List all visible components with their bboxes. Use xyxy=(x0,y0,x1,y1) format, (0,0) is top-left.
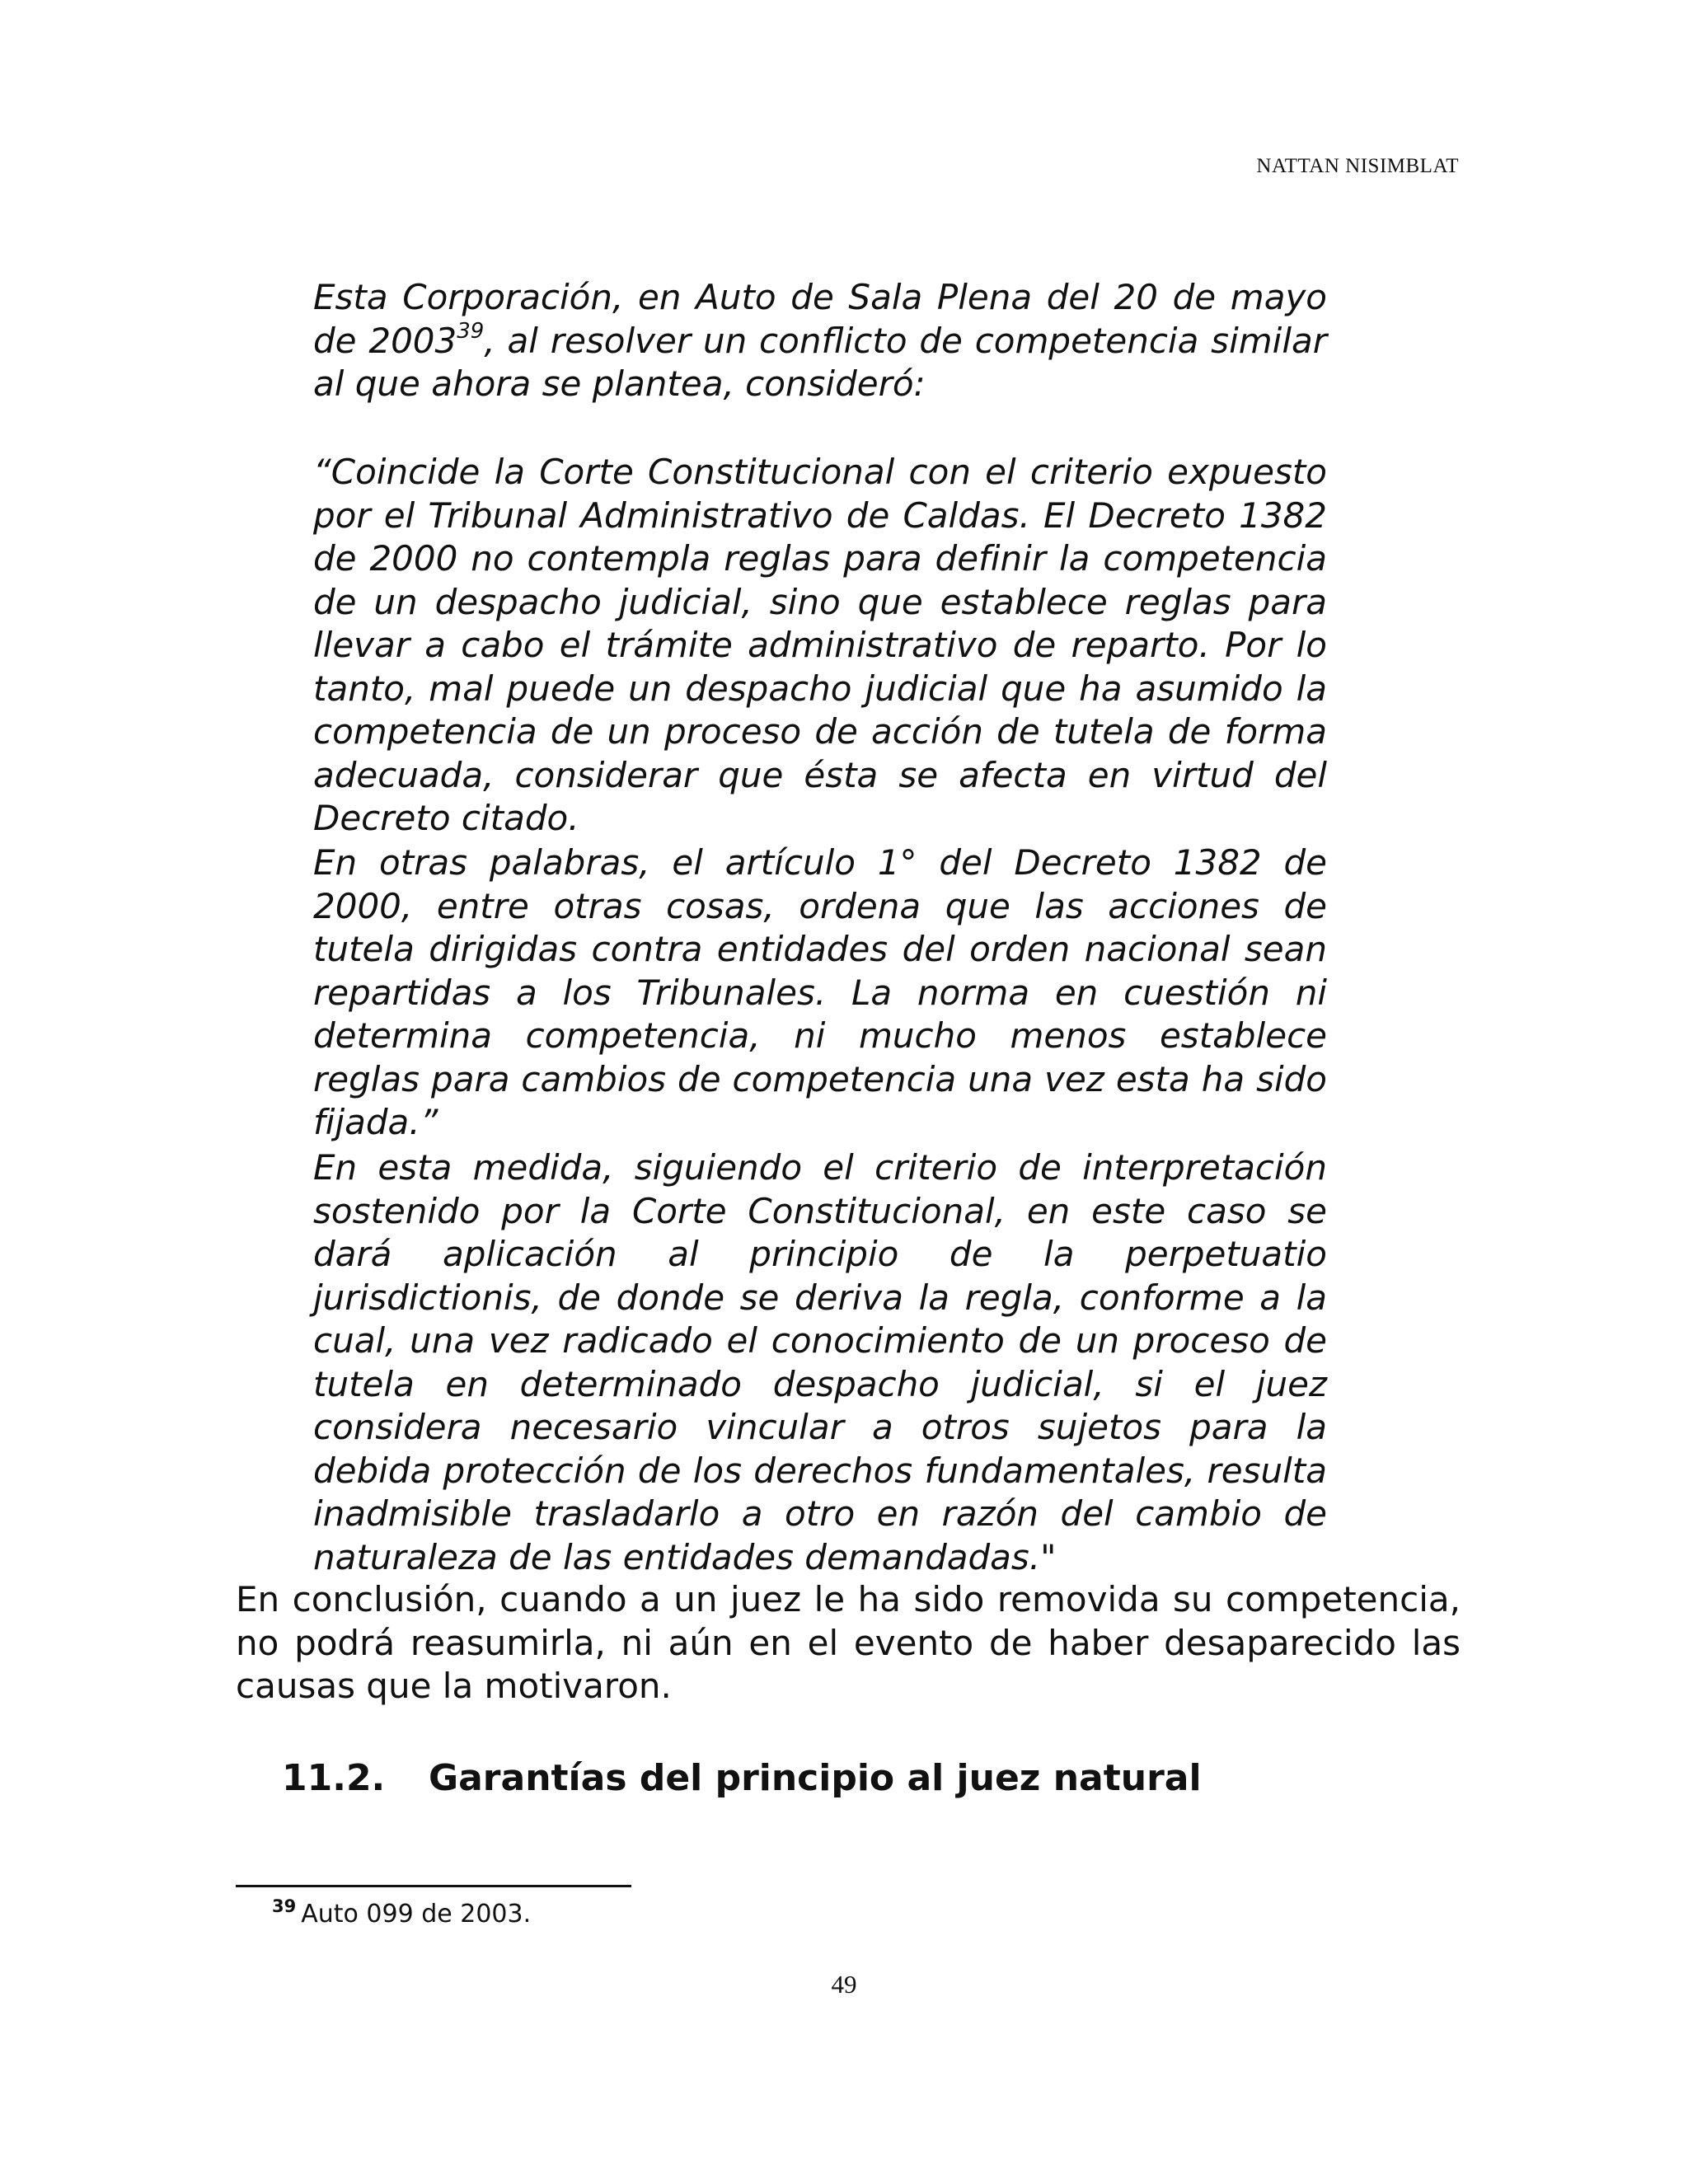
quote-paragraph-en-esta-medida xyxy=(313,1146,1327,1579)
footnote-number: 39 xyxy=(272,1896,297,1916)
page-number: 49 xyxy=(831,1970,857,1999)
running-header-author: NATTAN NISIMBLAT xyxy=(1256,155,1459,177)
section-number: 11.2. xyxy=(282,1757,386,1799)
footnote-text: Auto 099 de 2003. xyxy=(301,1900,532,1929)
section-heading xyxy=(282,1757,1202,1800)
quote-paragraph-coincide-text: “Coincide la Corte Constitucional con el criterio expuesto por el Tribunal Administrativo de Caldas. El Decreto 1382 de 2000 no contempla reglas para definir la competencia de un despacho judicial, sino que establece reglas para llevar a cabo el trámite administrativo de reparto. Por lo tanto, mal puede un despacho judicial que ha asumido la competencia de un proceso de acción de tutela de forma adecuada, considerar que ésta se afecta en virtud del Decreto citado. xyxy=(313,452,1327,838)
quote-intro-paragraph xyxy=(313,276,1327,406)
quote-intro-text-after: , al resolver un conflicto de competencia similar al que ahora se plantea, consideró: xyxy=(313,320,1327,404)
quote-paragraph-otras-palabras xyxy=(313,841,1327,1145)
footnote-separator xyxy=(236,1885,631,1887)
quote-intro-text-before: Esta Corporación, en Auto de Sala Plena del 20 de mayo de 2003 xyxy=(313,277,1327,361)
quote-paragraph-coincide xyxy=(313,451,1327,841)
footnote-reference: 39 xyxy=(457,318,485,344)
footnote xyxy=(272,1898,531,1931)
conclusion-paragraph: En conclusión, cuando a un juez le ha sido removida su competencia, no podrá reasumirla, ni aún en el evento de haber desaparecido las causas que la motivaron. xyxy=(236,1579,1461,1706)
quote-paragraph-otras-palabras-text: En otras palabras, el artículo 1° del Decreto 1382 de 2000, entre otras cosas, ordena que las acciones de tutela dirigidas contra entidades del orden nacional sean repartidas a los Tribunales. La norma en cuestión ni determina competencia, ni mucho menos establece reglas para cambios de competencia una vez esta ha sido fijada.” xyxy=(313,842,1327,1142)
quote-paragraph-en-esta-medida-text: En esta medida, siguiendo el criterio de interpretación sostenido por la Corte Constitucional, en este caso se dará aplicación al principio de la perpetuatio jurisdictionis, de donde se deriva la regla, conforme a la cual, una vez radicado el conocimiento de un proceso de tutela en determinado despacho judicial, si el juez considera necesario vincular a otros sujetos para la debida protección de los derechos fundamentales, resulta inadmisible trasladarlo a otro en razón del cambio de naturaleza de las entidades demandadas." xyxy=(313,1147,1327,1577)
section-title: Garantías del principio al juez natural xyxy=(429,1757,1202,1799)
